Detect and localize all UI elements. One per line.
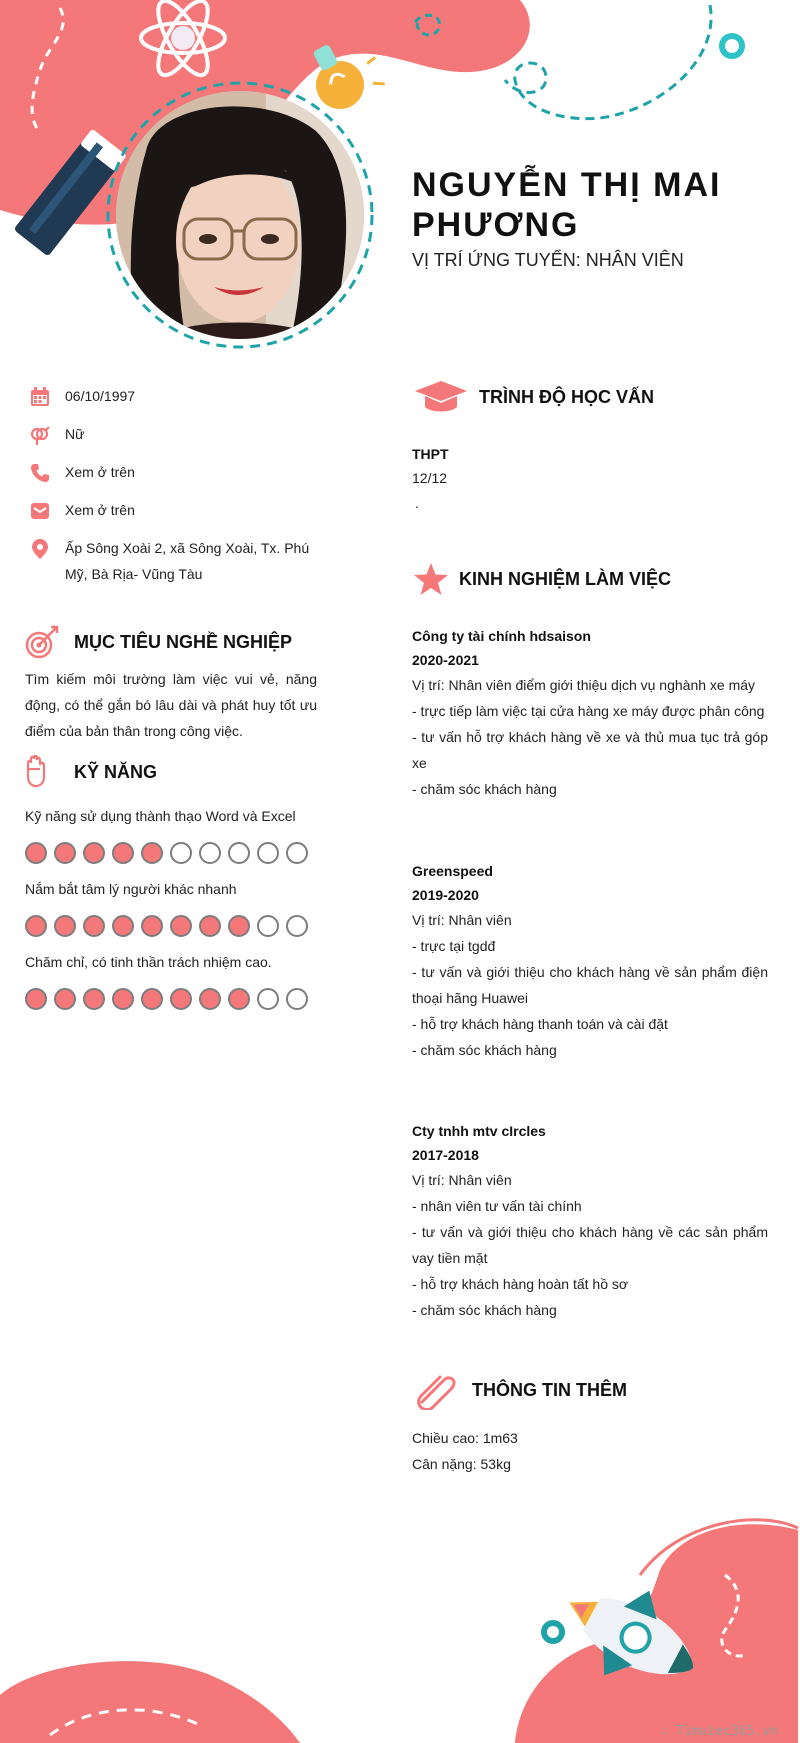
target-icon	[24, 624, 60, 660]
additional-title: THÔNG TIN THÊM	[472, 1379, 627, 1400]
weight-text: Cân nặng: 53kg	[412, 1456, 511, 1472]
footer-decoration	[0, 1480, 800, 1743]
watermark: ∴ Timviec365.vn	[660, 1724, 778, 1739]
candidate-name: NGUYỄN THỊ MAI PHƯƠNG	[412, 166, 722, 244]
skill-rating-1	[25, 842, 308, 864]
rating-dot-filled	[141, 842, 163, 864]
education-detail: 12/12	[412, 470, 448, 486]
rating-dot-filled	[141, 915, 163, 937]
objective-title: MỤC TIÊU NGHỀ NGHIỆP	[74, 631, 293, 652]
rating-dot-filled	[112, 988, 134, 1010]
rating-dot-filled	[54, 988, 76, 1010]
calendar-icon	[30, 387, 50, 407]
contact-birthday	[30, 386, 320, 410]
skills-title: KỸ NĂNG	[74, 761, 158, 782]
job-line: - chăm sóc khách hàng	[412, 781, 557, 797]
email-icon	[30, 501, 50, 521]
teal-ring	[722, 36, 742, 56]
rating-dot-filled	[228, 915, 250, 937]
education-title: TRÌNH ĐỘ HỌC VẤN	[479, 386, 654, 407]
rating-dot-filled	[228, 988, 250, 1010]
education-header	[413, 380, 654, 414]
address-text: Ấp Sông Xoài 2, xã Sông Xoài, Tx. Phú Mỹ, Bà Rịa- Vũng Tàu	[65, 540, 310, 582]
skill-label-3: Chăm chỉ, có tinh thần trách nhiệm cao.	[25, 954, 272, 970]
job-line: Vị trí: Nhân viên	[412, 1172, 512, 1188]
skill-rating-3	[25, 988, 308, 1010]
rating-dot-empty	[228, 842, 250, 864]
rating-dot-empty	[286, 842, 308, 864]
rating-dot-filled	[112, 915, 134, 937]
rating-dot-empty	[199, 842, 221, 864]
contact-address	[30, 538, 320, 590]
avatar	[116, 91, 364, 339]
job-line: - nhân viên tư vấn tài chính	[412, 1198, 582, 1214]
phone-text[interactable]: Xem ở trên	[65, 464, 135, 480]
skill-label-1: Kỹ năng sử dụng thành thạo Word và Excel	[25, 808, 296, 824]
birthday-text: 06/10/1997	[65, 388, 136, 404]
job-line: - hỗ trợ khách hàng thanh toán và cài đặt	[412, 1016, 668, 1032]
rating-dot-filled	[25, 842, 47, 864]
experience-header	[413, 562, 671, 596]
gender-text: Nữ	[65, 426, 85, 442]
job-line: Vị trí: Nhân viên điểm giới thiệu dịch vụ nghành xe máy	[412, 677, 756, 693]
rating-dot-filled	[83, 842, 105, 864]
pink-blob-bottom-left	[0, 1661, 300, 1743]
rating-dot-filled	[199, 915, 221, 937]
skills-header	[24, 755, 157, 789]
job-line: - tư vấn và giới thiệu cho khách hàng về các sản phẩm vay tiền mặt	[412, 1224, 768, 1266]
teal-ring-small	[544, 1623, 562, 1641]
additional-header	[416, 1370, 627, 1410]
job-company: Greenspeed	[412, 863, 493, 879]
phone-icon	[30, 463, 50, 483]
job-period: 2020-2021	[412, 652, 479, 668]
rating-dot-filled	[112, 842, 134, 864]
paperclip-icon	[416, 1370, 458, 1410]
skill-rating-2	[25, 915, 308, 937]
job-period: 2019-2020	[412, 887, 479, 903]
raised-fist-icon	[24, 755, 48, 789]
teal-dashed-path-right	[505, 5, 711, 119]
experience-title: KINH NGHIỆM LÀM VIỆC	[459, 568, 672, 589]
height-text: Chiều cao: 1m63	[412, 1430, 518, 1446]
contact-gender	[30, 424, 320, 448]
rating-dot-empty	[257, 842, 279, 864]
rating-dot-filled	[25, 988, 47, 1010]
rating-dot-filled	[83, 915, 105, 937]
rating-dot-empty	[170, 842, 192, 864]
rating-dot-empty	[286, 915, 308, 937]
education-school: THPT	[412, 446, 449, 462]
skill-label-2: Nắm bắt tâm lý người khác nhanh	[25, 881, 237, 897]
job-line: - trực tiếp làm việc tại cửa hàng xe máy được phân công	[412, 703, 765, 719]
rating-dot-filled	[141, 988, 163, 1010]
rating-dot-filled	[199, 988, 221, 1010]
rating-dot-filled	[54, 842, 76, 864]
objective-header	[24, 624, 292, 660]
job-2	[412, 859, 768, 1063]
objective-text: Tìm kiếm môi trường làm việc vui vẻ, năng động, có thể gắn bó lâu dài và phát huy tốt ưu điểm của bản thân trong công việc.	[25, 671, 317, 739]
job-line: - hỗ trợ khách hàng hoàn tất hồ sơ	[412, 1276, 629, 1292]
job-3	[412, 1119, 768, 1323]
job-line: - tư vấn và giới thiệu cho khách hàng về sản phẩm điện thoại hãng Huawei	[412, 964, 768, 1006]
contact-email	[30, 500, 320, 524]
job-line: Vị trí: Nhân viên	[412, 912, 512, 928]
job-line: - tư vấn hỗ trợ khách hàng về xe và thủ mua tục trả góp xe	[412, 729, 768, 771]
contact-phone	[30, 462, 320, 486]
job-1	[412, 624, 768, 802]
star-icon	[413, 562, 449, 596]
rating-dot-filled	[170, 915, 192, 937]
job-company: Cty tnhh mtv cIrcles	[412, 1123, 546, 1139]
applied-position: VỊ TRÍ ỨNG TUYỂN: NHÂN VIÊN	[412, 250, 684, 270]
job-line: - chăm sóc khách hàng	[412, 1042, 557, 1058]
graduation-cap-icon	[413, 380, 469, 414]
rating-dot-filled	[170, 988, 192, 1010]
email-text[interactable]: Xem ở trên	[65, 502, 135, 518]
job-line: - chăm sóc khách hàng	[412, 1302, 557, 1318]
rating-dot-empty	[257, 915, 279, 937]
job-company: Công ty tài chính hdsaison	[412, 628, 591, 644]
job-line: - trực tại tgdđ	[412, 938, 496, 954]
location-pin-icon	[30, 539, 50, 559]
rating-dot-empty	[257, 988, 279, 1010]
rating-dot-filled	[83, 988, 105, 1010]
job-period: 2017-2018	[412, 1147, 479, 1163]
rating-dot-empty	[286, 988, 308, 1010]
rating-dot-filled	[54, 915, 76, 937]
education-note: .	[415, 495, 419, 511]
rating-dot-filled	[25, 915, 47, 937]
gender-icon	[30, 425, 50, 445]
